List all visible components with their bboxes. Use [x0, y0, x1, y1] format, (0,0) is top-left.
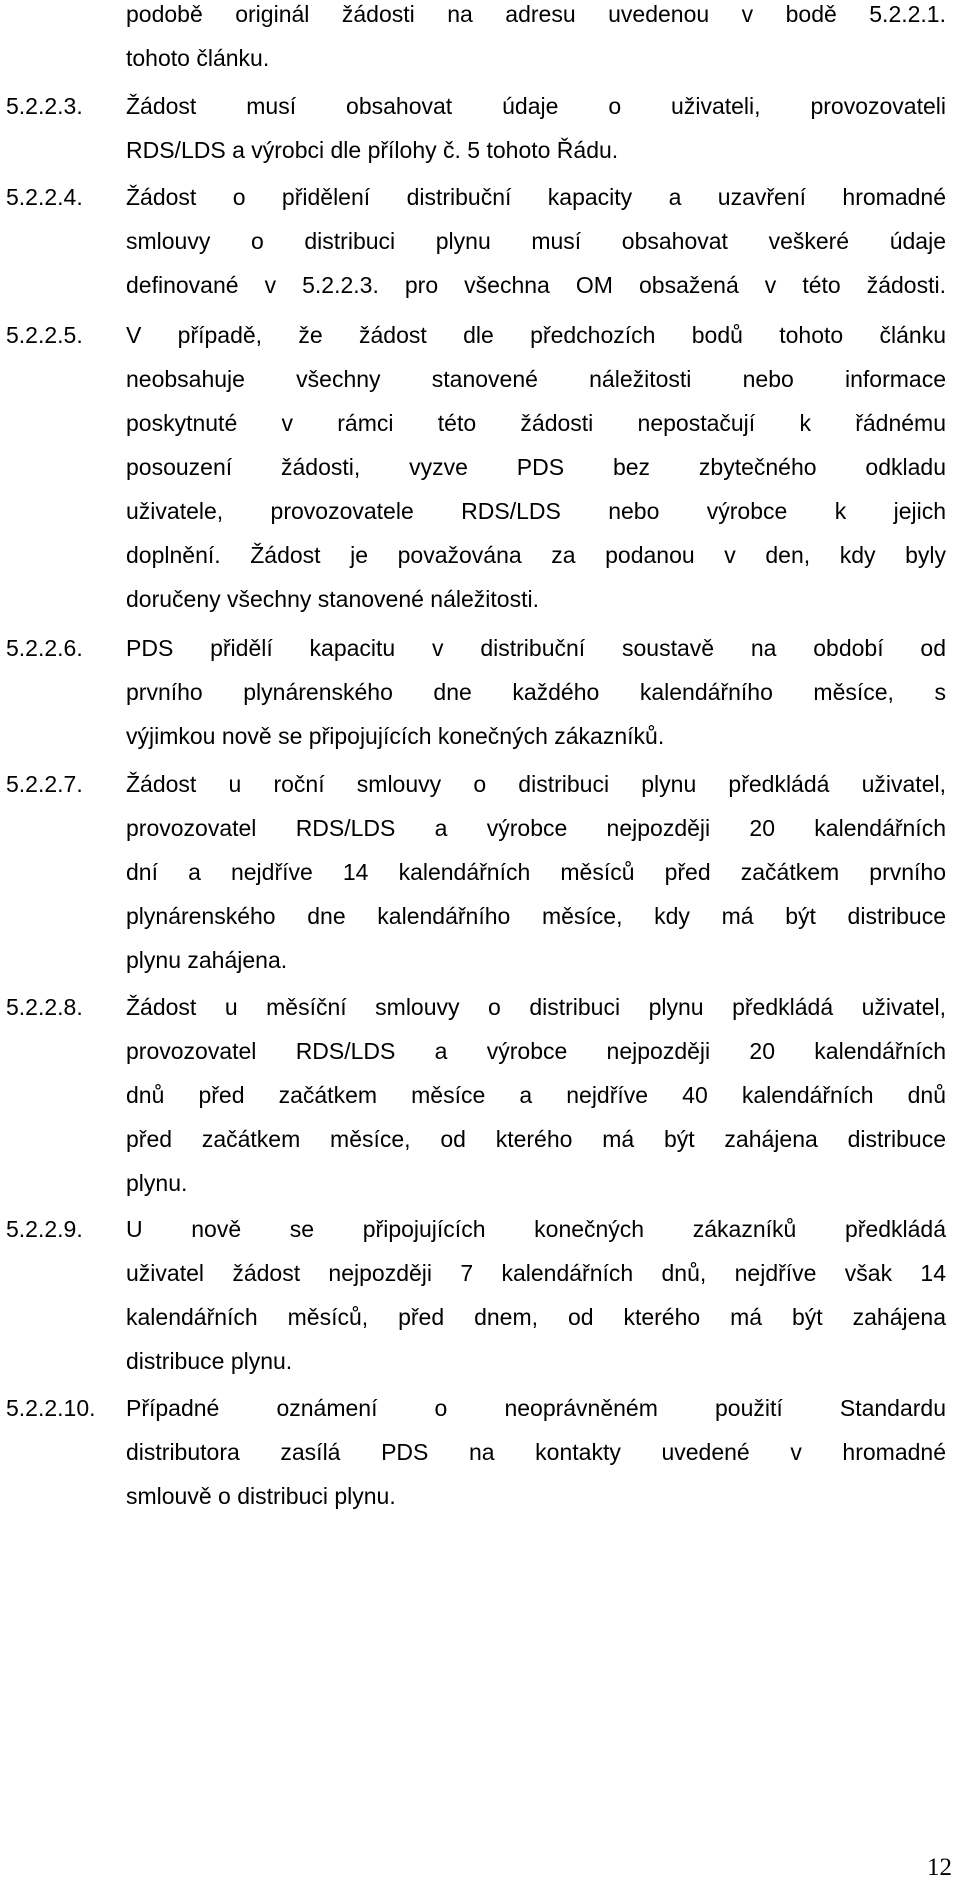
- text-line: plynárenského dne kalendářního měsíce, kdy má být distribuce: [126, 903, 946, 929]
- section-number: 5.2.2.4.: [6, 184, 83, 210]
- text-line: uživatele, provozovatele RDS/LDS nebo výrobce k jejich: [126, 498, 946, 524]
- text-line: definované v 5.2.2.3. pro všechna OM obsažená v této žádosti.: [126, 272, 946, 298]
- section-number: 5.2.2.10.: [6, 1395, 96, 1421]
- section-number: 5.2.2.9.: [6, 1216, 83, 1242]
- text-line: poskytnuté v rámci této žádosti nepostačují k řádnému: [126, 410, 946, 436]
- text-line: Žádost o přidělení distribuční kapacity a uzavření hromadné: [126, 184, 946, 210]
- text-line: Případné oznámení o neoprávněném použití Standardu: [126, 1395, 946, 1421]
- text-line: distribuce plynu.: [126, 1348, 293, 1374]
- text-line: tohoto článku.: [126, 45, 270, 71]
- text-line: RDS/LDS a výrobci dle přílohy č. 5 tohoto Řádu.: [126, 137, 619, 163]
- text-line: PDS přidělí kapacitu v distribuční soustavě na období od: [126, 635, 946, 661]
- section-number: 5.2.2.3.: [6, 93, 83, 119]
- text-line: provozovatel RDS/LDS a výrobce nejpozději 20 kalendářních: [126, 1038, 946, 1064]
- text-line: dnů před začátkem měsíce a nejdříve 40 kalendářních dnů: [126, 1082, 946, 1108]
- text-line: před začátkem měsíce, od kterého má být zahájena distribuce: [126, 1126, 946, 1152]
- text-line: U nově se připojujících konečných zákazníků předkládá: [126, 1216, 946, 1242]
- text-line: plynu.: [126, 1170, 188, 1196]
- text-line: provozovatel RDS/LDS a výrobce nejpozději 20 kalendářních: [126, 815, 946, 841]
- text-line: V případě, že žádost dle předchozích bodů tohoto článku: [126, 322, 946, 348]
- text-line: Žádost u roční smlouvy o distribuci plynu předkládá uživatel,: [126, 771, 946, 797]
- section-number: 5.2.2.7.: [6, 771, 83, 797]
- section-number: 5.2.2.8.: [6, 994, 83, 1020]
- text-line: podobě originál žádosti na adresu uvedenou v bodě 5.2.2.1.: [126, 1, 946, 27]
- text-line: výjimkou nově se připojujících konečných zákazníků.: [126, 723, 665, 749]
- text-line: dní a nejdříve 14 kalendářních měsíců před začátkem prvního: [126, 859, 946, 885]
- text-line: uživatel žádost nejpozději 7 kalendářních dnů, nejdříve však 14: [126, 1260, 946, 1286]
- text-line: prvního plynárenského dne každého kalendářního měsíce, s: [126, 679, 946, 705]
- text-line: kalendářních měsíců, před dnem, od kterého má být zahájena: [126, 1304, 946, 1330]
- text-line: plynu zahájena.: [126, 947, 288, 973]
- text-line: doplnění. Žádost je považována za podanou v den, kdy byly: [126, 542, 946, 568]
- text-line: doručeny všechny stanovené náležitosti.: [126, 586, 539, 612]
- section-number: 5.2.2.6.: [6, 635, 83, 661]
- text-line: neobsahuje všechny stanovené náležitosti nebo informace: [126, 366, 946, 392]
- section-number: 5.2.2.5.: [6, 322, 83, 348]
- text-line: Žádost u měsíční smlouvy o distribuci plynu předkládá uživatel,: [126, 994, 946, 1020]
- text-line: smlouvě o distribuci plynu.: [126, 1483, 396, 1509]
- text-line: Žádost musí obsahovat údaje o uživateli, provozovateli: [126, 93, 946, 119]
- text-line: distributora zasílá PDS na kontakty uvedené v hromadné: [126, 1439, 946, 1465]
- text-line: smlouvy o distribuci plynu musí obsahovat veškeré údaje: [126, 228, 946, 254]
- text-line: posouzení žádosti, vyzve PDS bez zbytečného odkladu: [126, 454, 946, 480]
- page-number: 12: [927, 1854, 952, 1881]
